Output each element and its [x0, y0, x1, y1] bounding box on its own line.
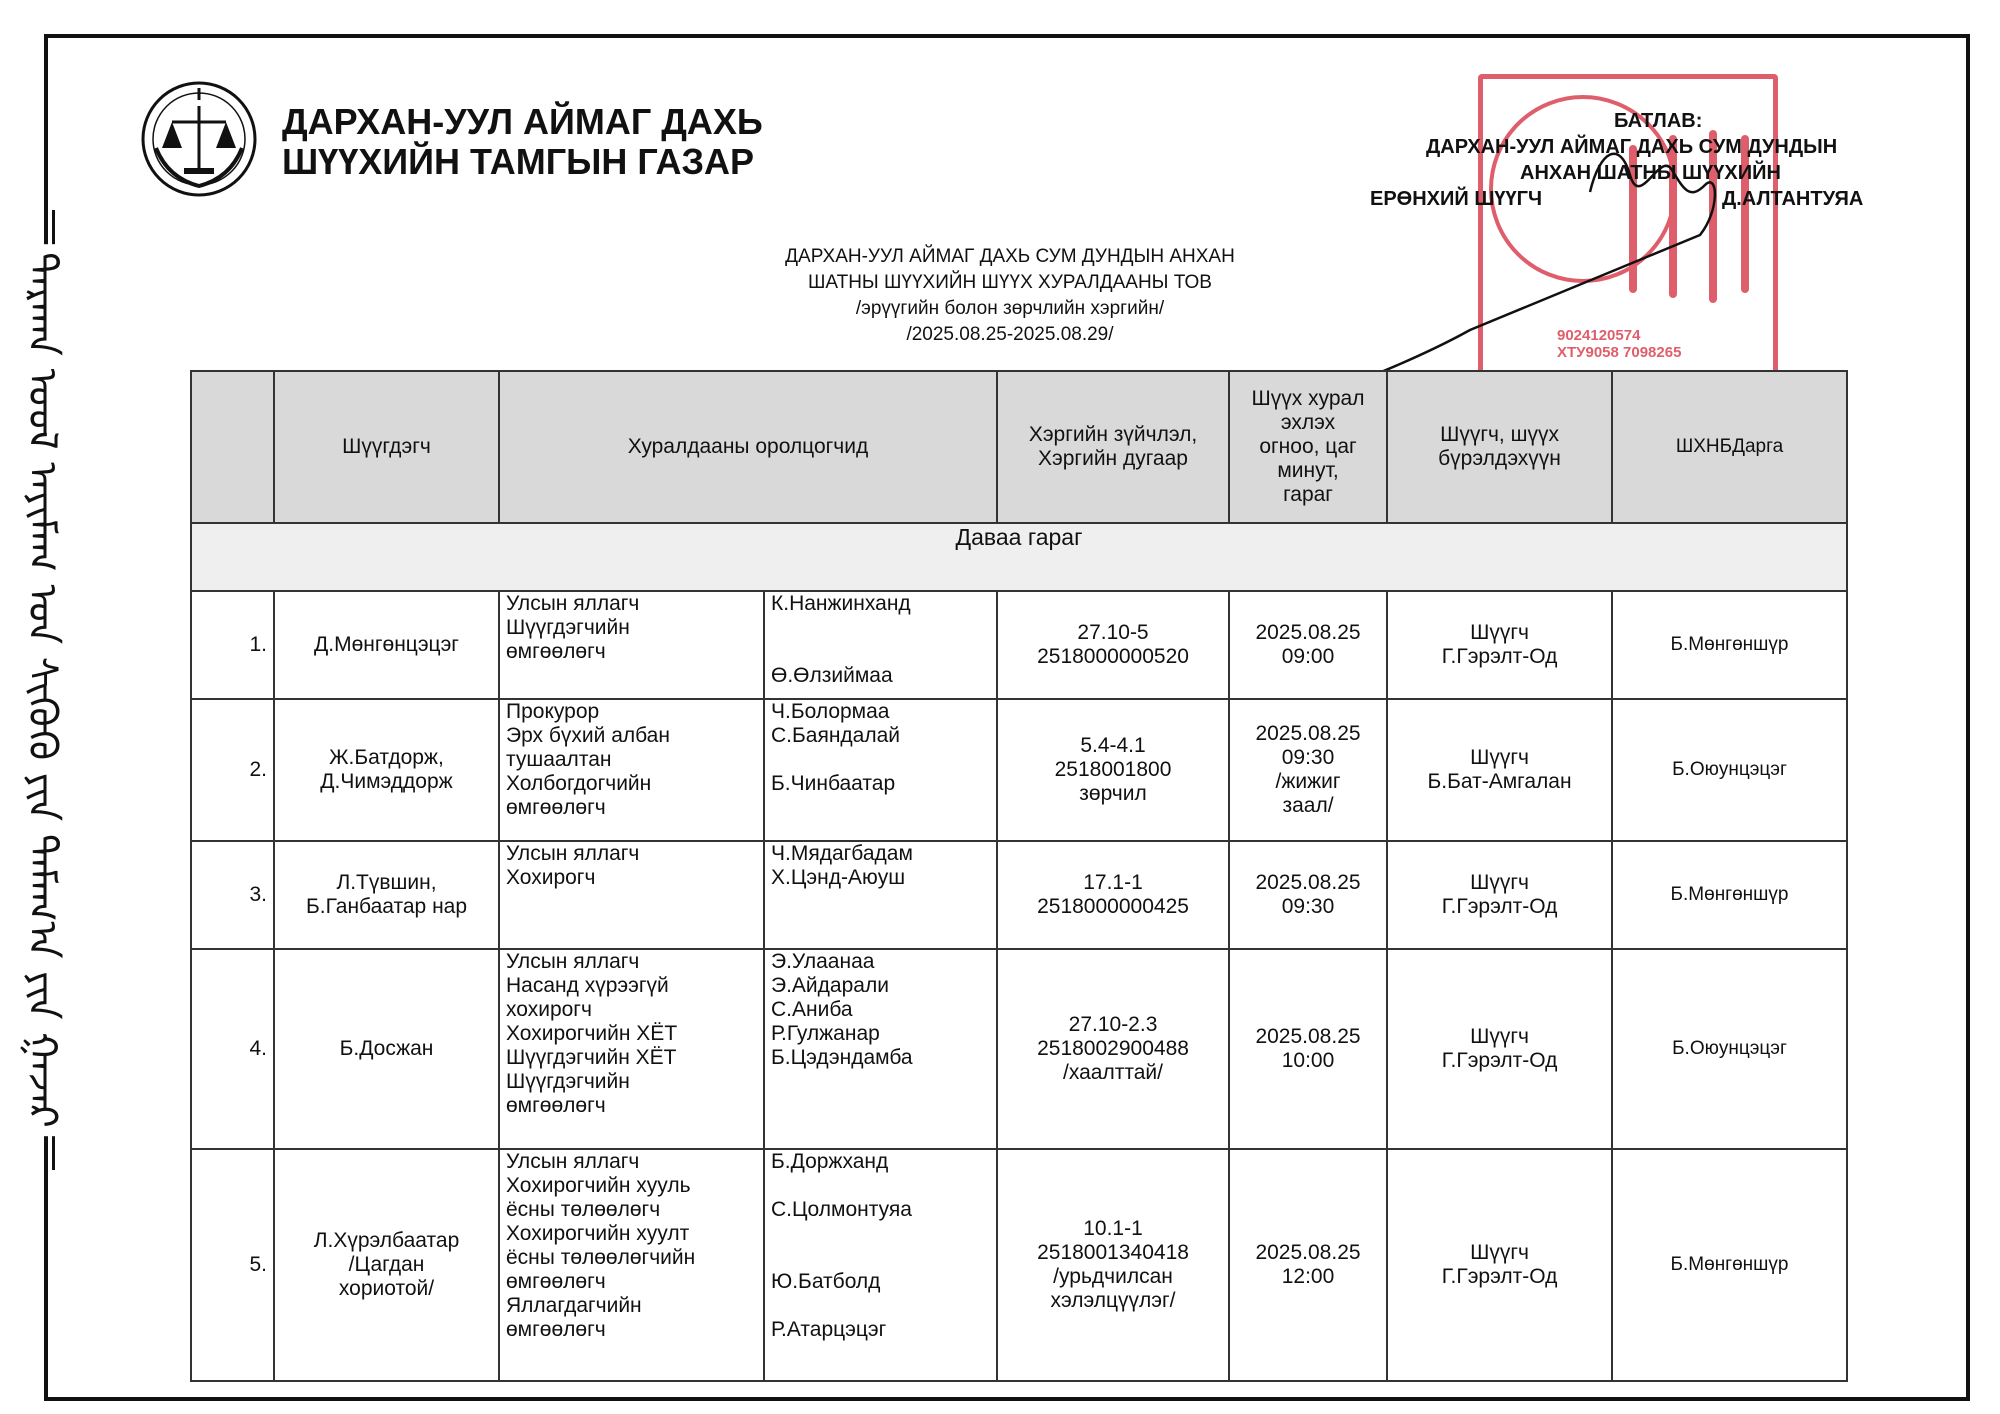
participant-names-cell [764, 1149, 997, 1381]
participant-roles-cell-line: Шүүгдэгчийн [506, 616, 630, 639]
judge-cell [1387, 699, 1612, 841]
participant-names-cell-line [771, 1246, 990, 1270]
time-cell-line: 2025.08.25 [1255, 1241, 1361, 1264]
participant-roles-cell-line: Холбогдогчийн [506, 772, 652, 795]
document-heading [680, 244, 1340, 348]
participant-roles-cell-line: ёсны төлөөлөгч [506, 1198, 661, 1221]
mongolian-script-sidebar [0, 210, 90, 1170]
participant-roles-cell-line: Прокурор [506, 700, 600, 723]
time-cell-line: 09:30 [1281, 746, 1335, 769]
participant-roles-cell-line: Хохирогч [506, 866, 596, 889]
case-cell-line: 5.4-4.1 [1080, 734, 1146, 757]
participant-names-cell [764, 841, 997, 949]
header-time-line: гараг [1283, 483, 1333, 506]
time-cell-line: 2025.08.25 [1255, 621, 1361, 644]
organization-name [282, 102, 763, 182]
participant-names-cell [764, 591, 997, 699]
approval-line-2: АНХАН ШАТНЫ ШҮҮХИЙН [1520, 162, 1781, 184]
header-time-line: минут, [1277, 459, 1339, 482]
table-row [191, 699, 1847, 841]
clerk-cell: Б.Оюунцэцэг [1612, 699, 1847, 841]
defendant-cell-line: Л.Хүрэлбаатар [313, 1229, 460, 1252]
defendant-cell-line: Д.Мөнгөнцэцэг [314, 633, 459, 656]
hearing-schedule-table [190, 370, 1848, 1382]
time-cell [1229, 699, 1387, 841]
time-cell-line: 09:00 [1281, 645, 1335, 668]
org-name-line-2: ШҮҮХИЙН ТАМГЫН ГАЗАР [282, 141, 755, 182]
defendant-cell-line: /Цагдан [348, 1253, 425, 1276]
participant-names-cell-line [771, 748, 990, 772]
case-cell-line: 10.1-1 [1083, 1217, 1143, 1240]
participant-names-cell-line: Ч.Болормаа [771, 700, 890, 723]
participant-roles-cell-line: Улсын яллагч [506, 950, 640, 973]
judge-cell-line: Шүүгч [1470, 746, 1529, 769]
row-number: 2. [191, 699, 274, 841]
participant-roles-cell-line: Хохирогчийн хууль [506, 1174, 691, 1197]
row-number: 3. [191, 841, 274, 949]
defendant-cell [274, 949, 499, 1149]
judge-cell [1387, 1149, 1612, 1381]
clerk-cell: Б.Мөнгөншүр [1612, 841, 1847, 949]
participant-names-cell-line [771, 616, 990, 640]
participant-roles-cell [499, 591, 764, 699]
case-cell [997, 949, 1229, 1149]
time-cell-line: 2025.08.25 [1255, 722, 1361, 745]
table-body [191, 523, 1847, 1381]
time-cell-line: заал/ [1282, 794, 1334, 817]
case-cell-line: /урьдчилсан [1053, 1265, 1173, 1288]
participant-names-cell-line: С.Цолмонтуяа [771, 1198, 912, 1221]
judge-cell-line: Г.Гэрэлт-Од [1441, 1049, 1558, 1072]
judge-cell-line: Шүүгч [1470, 871, 1529, 894]
participant-names-cell-line: С.Баяндалай [771, 724, 901, 747]
participant-roles-cell-line: тушаалтан [506, 748, 612, 771]
judge-cell-line: Г.Гэрэлт-Од [1441, 1265, 1558, 1288]
time-cell-line: 12:00 [1281, 1265, 1335, 1288]
participant-names-cell-line: Э.Улаанаа [771, 950, 875, 973]
judge-cell-line: Б.Бат-Амгалан [1427, 770, 1572, 793]
participant-names-cell-line: Ч.Мядагбадам [771, 842, 913, 865]
header-number [191, 371, 274, 523]
approval-position: ЕРӨНХИЙ ШҮҮГЧ [1370, 188, 1543, 210]
seal-number [1557, 327, 1681, 361]
participant-roles-cell-line: ёсны төлөөлөгчийн [506, 1246, 696, 1269]
participant-names-cell-line [771, 1222, 990, 1246]
defendant-cell-line: Б.Ганбаатар нар [305, 895, 468, 918]
participant-roles-cell-line: Шүүгдэгчийн ХЁТ [506, 1046, 677, 1069]
judge-cell [1387, 841, 1612, 949]
participant-roles-cell-line: Хохирогчийн хуулт [506, 1222, 690, 1245]
row-number: 4. [191, 949, 274, 1149]
defendant-cell [274, 591, 499, 699]
participant-names-cell-line [771, 1294, 990, 1318]
participant-roles-cell [499, 1149, 764, 1381]
participant-names-cell-line: К.Нанжинханд [771, 592, 911, 615]
participant-roles-cell-line: өмгөөлөгч [506, 796, 606, 819]
participant-roles-cell-line: Шүүгдэгчийн [506, 1070, 630, 1093]
participant-roles-cell-line: Хохирогчийн ХЁТ [506, 1022, 678, 1045]
header-time-line: огноо, цаг [1259, 435, 1357, 458]
participant-roles-cell-line: Улсын яллагч [506, 842, 640, 865]
participant-roles-cell-line: Улсын яллагч [506, 592, 640, 615]
participant-roles-cell-line: Насанд хүрээгүй [506, 974, 669, 997]
sidebar-text: ᠳᠠᠷᠬᠠᠨ ᠤᠤᠯ ᠠᠶᠢᠮᠠᠭ ᠤᠨ ᠰᠢᠭᠦᠬᠦ ᠶᠢᠨ ᠲᠠᠮᠠᠭ᠎ᠠ ᠶᠢᠨ ᠭᠠᠵᠠᠷ [17, 244, 87, 1136]
heading-line-1: ДАРХАН-УУЛ АЙМАГ ДАХЬ СУМ ДУНДЫН АНХАН [785, 246, 1235, 267]
seal-number-1: 9024120574 [1557, 327, 1641, 344]
header-clerk: ШХНБДарга [1612, 371, 1847, 523]
clerk-cell: Б.Мөнгөншүр [1612, 591, 1847, 699]
defendant-cell [274, 699, 499, 841]
time-cell [1229, 1149, 1387, 1381]
case-cell-line: 17.1-1 [1083, 871, 1143, 894]
participant-roles-cell-line: өмгөөлөгч [506, 640, 606, 663]
participant-roles-cell [499, 841, 764, 949]
time-cell-line: /жижиг [1275, 770, 1341, 793]
case-cell-line: зөрчил [1079, 782, 1147, 805]
judge-cell-line: Шүүгч [1470, 1241, 1529, 1264]
defendant-cell-line: Л.Түвшин, [336, 871, 437, 894]
participant-roles-cell-line: хохирогч [506, 998, 592, 1021]
clerk-cell: Б.Оюунцэцэг [1612, 949, 1847, 1149]
header-time-line: Шүүх хурал [1251, 387, 1365, 410]
header-time [1229, 371, 1387, 523]
participant-names-cell-line: Б.Чинбаатар [771, 772, 896, 795]
seal-number-2: ХТУ9058 7098265 [1557, 344, 1682, 361]
participant-names-cell [764, 949, 997, 1149]
row-number: 5. [191, 1149, 274, 1381]
case-cell-line: 27.10-2.3 [1068, 1013, 1158, 1036]
court-emblem-logo [138, 78, 260, 200]
day-label: Даваа гараг [191, 523, 1847, 591]
approval-block [1370, 108, 1890, 228]
judge-cell-line: Г.Гэрэлт-Од [1441, 895, 1558, 918]
time-cell [1229, 949, 1387, 1149]
table-row [191, 949, 1847, 1149]
participant-names-cell-line: С.Аниба [771, 998, 853, 1021]
clerk-cell: Б.Мөнгөншүр [1612, 1149, 1847, 1381]
participant-names-cell-line [771, 1174, 990, 1198]
approval-line-1: ДАРХАН-УУЛ АЙМАГ ДАХЬ СУМ ДУНДЫН [1426, 136, 1838, 158]
day-row [191, 523, 1847, 591]
participant-names-cell-line [771, 640, 990, 664]
org-name-line-1: ДАРХАН-УУЛ АЙМАГ ДАХЬ [282, 101, 763, 142]
case-cell-line: 2518000000520 [1037, 645, 1189, 668]
heading-line-4: /2025.08.25-2025.08.29/ [906, 324, 1114, 345]
participant-roles-cell-line: Яллагдагчийн [506, 1294, 642, 1317]
case-cell-line: 27.10-5 [1077, 621, 1149, 644]
participant-names-cell-line: Ө.Өлзиймаа [771, 664, 893, 687]
defendant-cell [274, 1149, 499, 1381]
approval-title: БАТЛАВ: [1614, 110, 1703, 132]
defendant-cell-line: Ж.Батдорж, [329, 746, 444, 769]
time-cell [1229, 841, 1387, 949]
header-case-line: Хэргийн зүйчлэл, [1028, 423, 1198, 446]
header-judge-line: бүрэлдэхүүн [1438, 447, 1561, 470]
participant-roles-cell [499, 949, 764, 1149]
heading-line-3: /эрүүгийн болон зөрчлийн хэргийн/ [855, 298, 1165, 319]
time-cell-line: 2025.08.25 [1255, 1025, 1361, 1048]
time-cell-line: 2025.08.25 [1255, 871, 1361, 894]
case-cell [997, 841, 1229, 949]
participant-roles-cell-line: өмгөөлөгч [506, 1318, 606, 1341]
case-cell [997, 699, 1229, 841]
participant-names-cell-line: Р.Атарцэцэг [771, 1318, 887, 1341]
case-cell-line: 2518002900488 [1037, 1037, 1189, 1060]
defendant-cell-line: хориотой/ [338, 1277, 435, 1300]
header-judge [1387, 371, 1612, 523]
participant-names-cell-line: Ю.Батболд [771, 1270, 881, 1293]
table-row [191, 591, 1847, 699]
participant-names-cell-line: Э.Айдарали [771, 974, 889, 997]
judge-cell [1387, 949, 1612, 1149]
header-case [997, 371, 1229, 523]
participant-names-cell-line: Б.Цэдэндамба [771, 1046, 913, 1069]
heading-line-2: ШАТНЫ ШҮҮХИЙН ШҮҮХ ХУРАЛДААНЫ ТОВ [807, 272, 1212, 293]
table-row [191, 1149, 1847, 1381]
participant-names-cell [764, 699, 997, 841]
time-cell [1229, 591, 1387, 699]
table-row [191, 841, 1847, 949]
approval-name: Д.АЛТАНТУЯА [1722, 188, 1864, 210]
time-cell-line: 10:00 [1281, 1049, 1335, 1072]
case-cell [997, 591, 1229, 699]
time-cell-line: 09:30 [1281, 895, 1335, 918]
participant-names-cell-line: Р.Гулжанар [771, 1022, 880, 1045]
judge-cell-line: Шүүгч [1470, 621, 1529, 644]
defendant-cell [274, 841, 499, 949]
table-header [191, 371, 1847, 523]
defendant-cell-line: Б.Досжан [339, 1037, 434, 1060]
case-cell-line: хэлэлцүүлэг/ [1050, 1289, 1176, 1312]
header-judge-line: Шүүгч, шүүх [1440, 423, 1559, 446]
case-cell-line: /хаалттай/ [1063, 1061, 1163, 1084]
judge-cell-line: Г.Гэрэлт-Од [1441, 645, 1558, 668]
case-cell-line: 2518001800 [1054, 758, 1172, 781]
participant-roles-cell-line: Улсын яллагч [506, 1150, 640, 1173]
header-participants: Хуралдааны оролцогчид [499, 371, 997, 523]
header-defendant: Шүүгдэгч [274, 371, 499, 523]
judge-cell-line: Шүүгч [1470, 1025, 1529, 1048]
defendant-cell-line: Д.Чимэддорж [320, 770, 453, 793]
header-case-line: Хэргийн дугаар [1038, 447, 1188, 470]
participant-roles-cell-line: Эрх бүхий албан [506, 724, 670, 747]
participant-roles-cell-line: өмгөөлөгч [506, 1094, 606, 1117]
participant-names-cell-line: Б.Доржханд [771, 1150, 889, 1173]
participant-roles-cell [499, 699, 764, 841]
participant-names-cell-line: Х.Цэнд-Аюуш [771, 866, 906, 889]
judge-cell [1387, 591, 1612, 699]
case-cell [997, 1149, 1229, 1381]
case-cell-line: 2518000000425 [1037, 895, 1189, 918]
header-time-line: эхлэх [1280, 411, 1336, 434]
case-cell-line: 2518001340418 [1037, 1241, 1189, 1264]
row-number: 1. [191, 591, 274, 699]
participant-roles-cell-line: өмгөөлөгч [506, 1270, 606, 1293]
